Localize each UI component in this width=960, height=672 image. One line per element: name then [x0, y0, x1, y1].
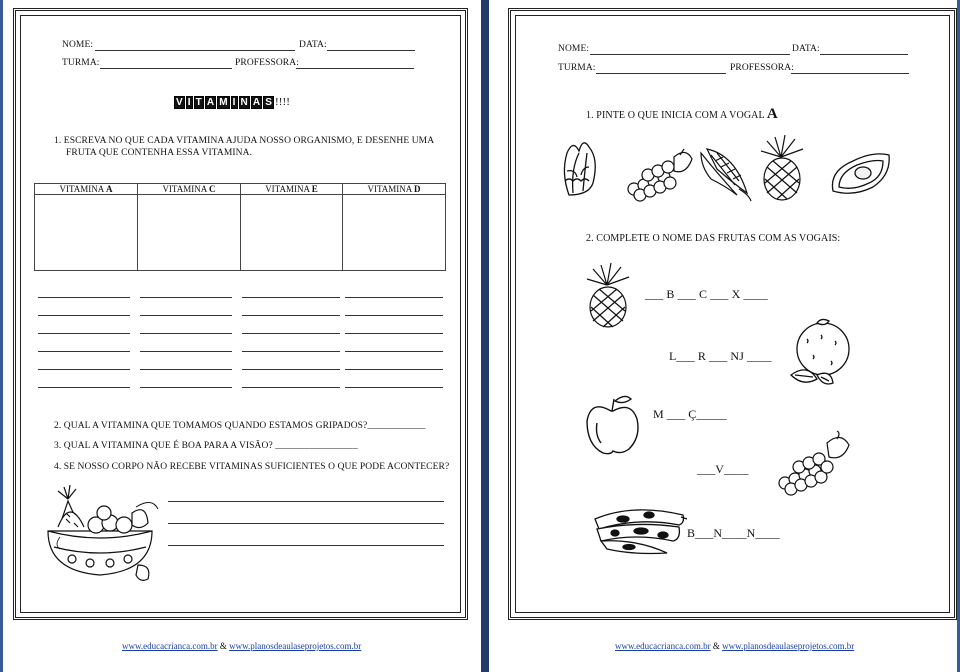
answer-line[interactable] — [345, 369, 443, 370]
answer-line[interactable] — [38, 297, 130, 298]
date-line — [327, 50, 415, 51]
title-letter: N — [240, 97, 248, 108]
fruit-basket-icon — [40, 479, 158, 583]
question-2: 2. COMPLETE O NOME DAS FRUTAS COM AS VOGAIS: — [586, 233, 841, 244]
table-header-cell: VITAMINA D — [342, 184, 445, 195]
footer-links — [615, 641, 854, 651]
answer-line[interactable] — [38, 369, 130, 370]
word-uva[interactable]: ___V____ — [697, 462, 749, 476]
avocado-icon — [829, 151, 893, 197]
class-label: TURMA: — [558, 63, 596, 73]
title-suffix: !!!! — [274, 96, 291, 108]
answer-line[interactable] — [168, 501, 444, 502]
answer-line[interactable] — [140, 333, 232, 334]
vitamin-table-header — [35, 184, 446, 195]
table-row — [35, 195, 446, 271]
answer-line[interactable] — [345, 315, 443, 316]
table-cell[interactable] — [137, 195, 240, 271]
table-cell[interactable] — [240, 195, 342, 271]
date-line — [820, 54, 908, 55]
answer-line[interactable] — [242, 369, 340, 370]
teacher-label: PROFESSORA: — [235, 58, 299, 68]
answer-line[interactable] — [168, 545, 444, 546]
pineapple-icon — [757, 135, 807, 201]
answer-line[interactable] — [140, 387, 232, 388]
worksheet-vitaminas — [13, 8, 468, 651]
name-label: NOME: — [62, 40, 94, 50]
question-1-line1: 1. ESCREVA NO QUE CADA VITAMINA AJUDA NOSSO ORGANISMO, E DESENHE UMA — [54, 136, 435, 146]
title-letters — [174, 96, 275, 108]
vowel-a: A — [766, 106, 778, 122]
table-header-cell: VITAMINA A — [35, 184, 138, 195]
grapes-icon — [775, 431, 851, 497]
answer-line[interactable] — [242, 315, 340, 316]
table-cell[interactable] — [35, 195, 138, 271]
footer-ampersand: & — [710, 641, 723, 651]
answer-line[interactable] — [140, 351, 232, 352]
class-line — [100, 68, 232, 69]
footer-ampersand: & — [217, 641, 230, 651]
apple-icon — [583, 393, 641, 455]
left-window-edge — [0, 0, 3, 672]
title-letter: A — [206, 97, 215, 108]
teacher-line — [791, 73, 909, 74]
name-line — [590, 54, 790, 55]
title-letter: I — [187, 97, 191, 108]
answer-line[interactable] — [38, 333, 130, 334]
answer-line[interactable] — [345, 333, 443, 334]
name-line — [95, 50, 295, 51]
title-letter: I — [232, 97, 236, 108]
answer-line[interactable] — [242, 351, 340, 352]
lettuce-icon — [559, 133, 601, 199]
table-header-cell: VITAMINA E — [240, 184, 342, 195]
footer-link-planosdeaulas[interactable]: www.planosdeaulaseprojetos.com.br — [229, 641, 362, 651]
title-letter: A — [252, 97, 261, 108]
answer-line[interactable] — [345, 351, 443, 352]
worksheet-vogais — [508, 8, 957, 651]
answer-line[interactable] — [140, 297, 232, 298]
date-label: DATA: — [299, 40, 327, 50]
footer-link-educacrianca[interactable]: www.educacrianca.com.br — [615, 641, 711, 651]
page-divider — [481, 0, 489, 672]
answer-line[interactable] — [242, 297, 340, 298]
answer-line[interactable] — [140, 315, 232, 316]
teacher-line — [296, 68, 414, 69]
question-1: 1. PINTE O QUE INICIA COM A VOGAL A — [586, 106, 778, 122]
table-cell[interactable] — [342, 195, 445, 271]
teacher-label: PROFESSORA: — [730, 63, 794, 73]
question-1-line2: FRUTA QUE CONTENHA ESSA VITAMINA. — [66, 148, 253, 158]
answer-line[interactable] — [38, 387, 130, 388]
answer-line[interactable] — [168, 523, 444, 524]
title-letter: T — [195, 97, 202, 108]
banana-icon — [593, 505, 687, 555]
answer-line[interactable] — [242, 333, 340, 334]
title-letter: V — [176, 97, 183, 108]
class-label: TURMA: — [62, 58, 100, 68]
date-label: DATA: — [792, 44, 820, 54]
orange-icon — [787, 317, 857, 387]
footer-links — [122, 641, 361, 651]
word-maca[interactable]: M ___ Ç_____ — [653, 407, 727, 421]
answer-line[interactable] — [38, 315, 130, 316]
answer-line[interactable] — [345, 387, 443, 388]
answer-line[interactable] — [140, 369, 232, 370]
word-banana[interactable]: B___N____N____ — [687, 526, 780, 540]
answer-line[interactable] — [345, 297, 443, 298]
answer-line[interactable] — [38, 351, 130, 352]
class-line — [596, 73, 726, 74]
footer-link-educacrianca[interactable]: www.educacrianca.com.br — [122, 641, 218, 651]
grapes-icon — [624, 149, 694, 201]
title-letter: M — [219, 97, 228, 108]
word-laranja[interactable]: L___ R ___ NJ ____ — [669, 349, 772, 363]
question-3: 3. QUAL A VITAMINA QUE É BOA PARA A VISÃO? _________________ — [54, 441, 358, 451]
word-abacaxi[interactable]: ___ B ___ C ___ X ____ — [645, 287, 768, 301]
vitamin-table — [34, 183, 446, 271]
title-letter: S — [265, 97, 272, 108]
table-header-cell: VITAMINA C — [137, 184, 240, 195]
page-title — [174, 96, 290, 109]
question-2: 2. QUAL A VITAMINA QUE TOMAMOS QUANDO ESTAMOS GRIPADOS?____________ — [54, 421, 426, 431]
answer-line[interactable] — [242, 387, 340, 388]
corn-icon — [697, 143, 753, 201]
footer-link-planosdeaulas[interactable]: www.planosdeaulaseprojetos.com.br — [722, 641, 855, 651]
pineapple-icon — [583, 263, 633, 329]
page-border — [515, 15, 950, 613]
name-label: NOME: — [558, 44, 590, 54]
question-4: 4. SE NOSSO CORPO NÃO RECEBE VITAMINAS SUFICIENTES O QUE PODE ACONTECER? — [54, 462, 450, 472]
